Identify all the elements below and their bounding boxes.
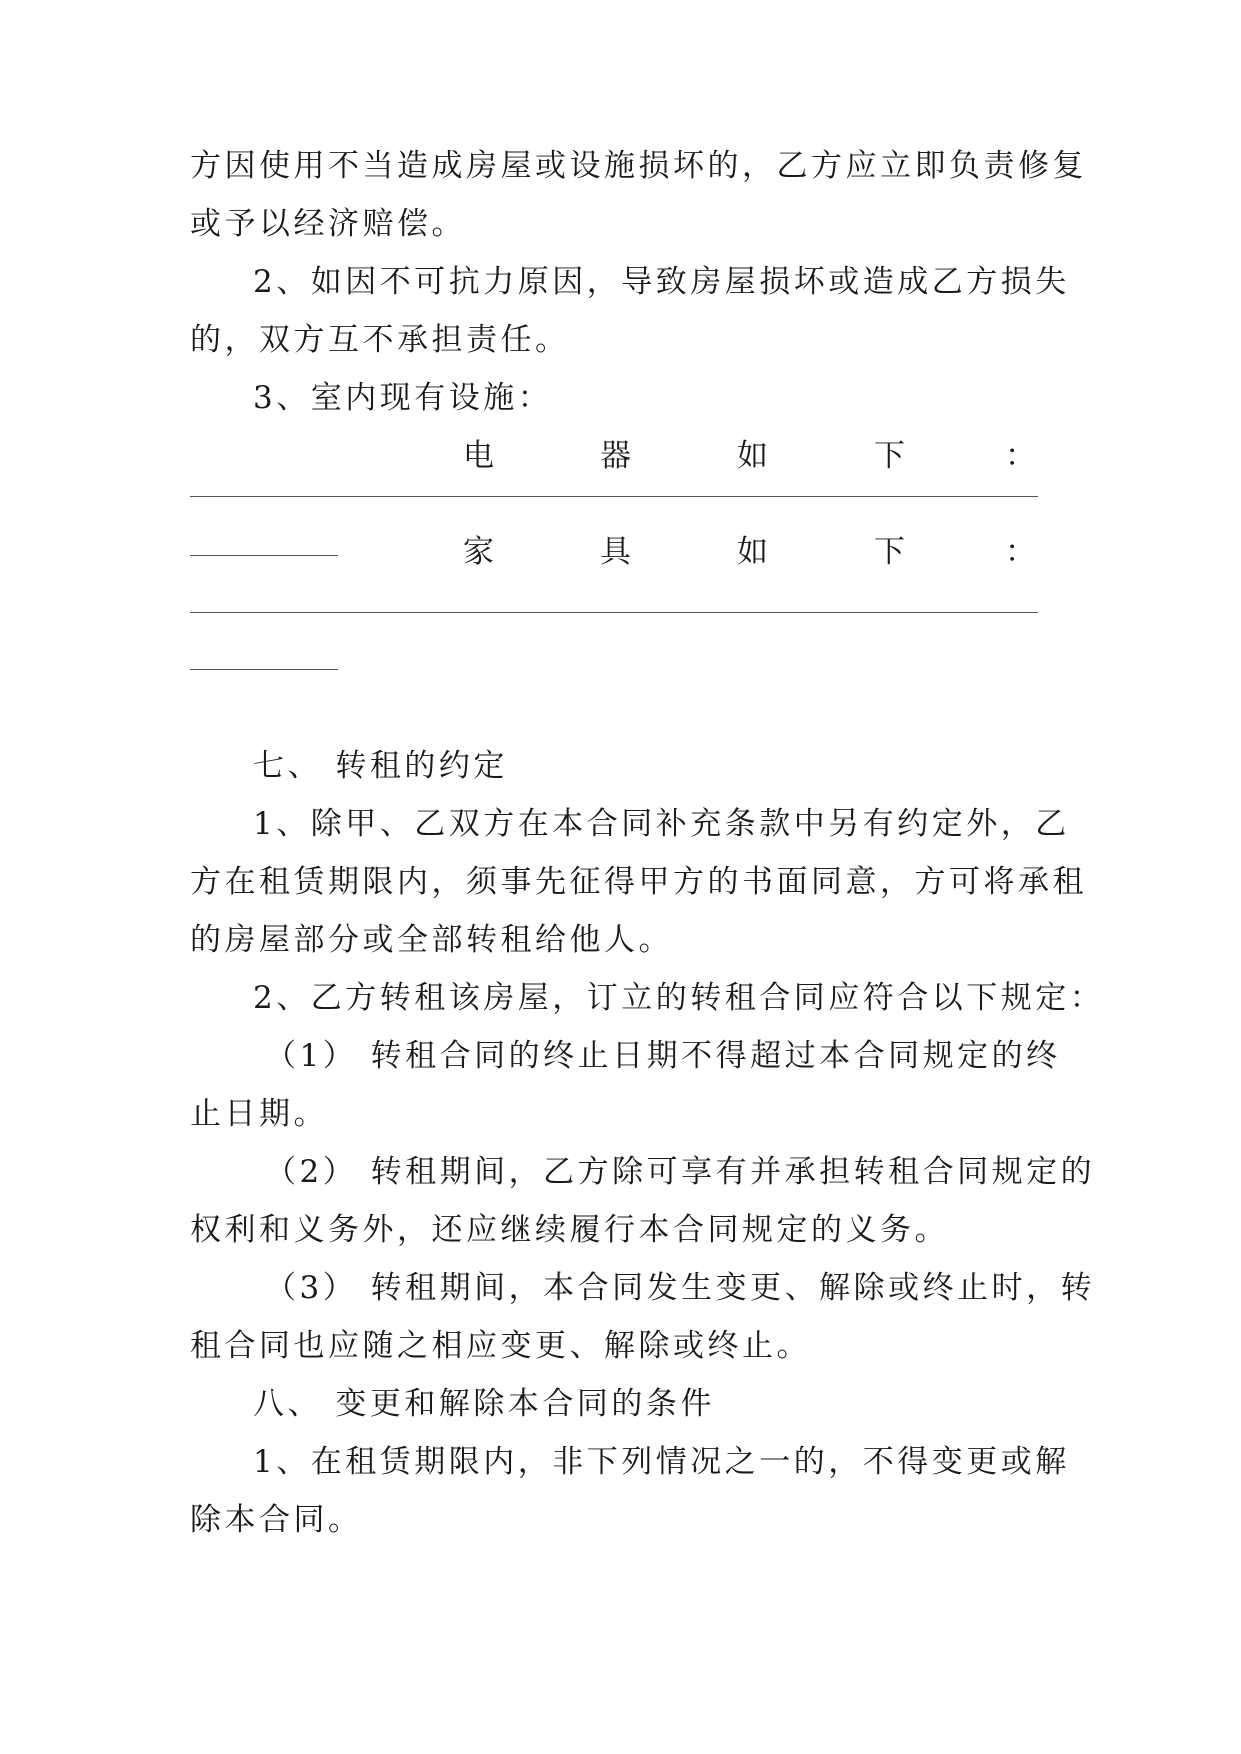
label-char: 下 [874, 534, 905, 570]
label-char: 家 [463, 534, 494, 570]
paragraph-line: 除本合同。 [190, 1502, 363, 1538]
label-char: 器 [600, 438, 631, 474]
label-char: 如 [737, 438, 768, 474]
list-item-line: （3） 转租期间，本合同发生变更、解除或终止时，转 [265, 1270, 1096, 1306]
list-item-line: 止日期。 [190, 1096, 328, 1132]
label-char: ： [1005, 438, 1036, 474]
paragraph-line: 的，双方互不承担责任。 [190, 322, 570, 358]
furniture-blank-line [190, 612, 1038, 613]
paragraph-line: 1、在租赁期限内，非下列情况之一的，不得变更或解 [253, 1444, 1070, 1480]
appliances-blank-line-end [190, 555, 338, 556]
paragraph-line: 的房屋部分或全部转租给他人。 [190, 922, 673, 958]
appliances-blank-line [190, 496, 1038, 497]
paragraph-line: 方在租赁期限内，须事先征得甲方的书面同意，方可将承租 [190, 864, 1087, 900]
list-item-line: （2） 转租期间，乙方除可享有并承担转租合同规定的 [265, 1154, 1096, 1190]
list-item-line: （1） 转租合同的终止日期不得超过本合同规定的终 [265, 1038, 1061, 1074]
label-char: 下 [874, 438, 905, 474]
section-heading: 七、 转租的约定 [253, 748, 508, 784]
list-item-line: 权利和义务外，还应继续履行本合同规定的义务。 [190, 1212, 949, 1248]
list-item-line: 租合同也应随之相应变更、解除或终止。 [190, 1328, 811, 1364]
furniture-blank-line-end [190, 669, 338, 670]
label-char: ： [1005, 534, 1036, 570]
paragraph-line: 2、如因不可抗力原因，导致房屋损坏或造成乙方损失 [253, 264, 1070, 300]
section-heading: 八、 变更和解除本合同的条件 [253, 1386, 715, 1422]
paragraph-line: 2、乙方转租该房屋，订立的转租合同应符合以下规定： [253, 980, 1105, 1016]
label-char: 如 [737, 534, 768, 570]
label-char: 电 [463, 438, 494, 474]
paragraph-line: 或予以经济赔偿。 [190, 206, 466, 242]
paragraph-line: 1、除甲、乙双方在本合同补充条款中另有约定外，乙 [253, 806, 1070, 842]
label-char: 具 [600, 534, 631, 570]
paragraph-line: 方因使用不当造成房屋或设施损坏的，乙方应立即负责修复 [190, 148, 1087, 184]
facilities-heading: 3、室内现有设施： [253, 380, 553, 416]
